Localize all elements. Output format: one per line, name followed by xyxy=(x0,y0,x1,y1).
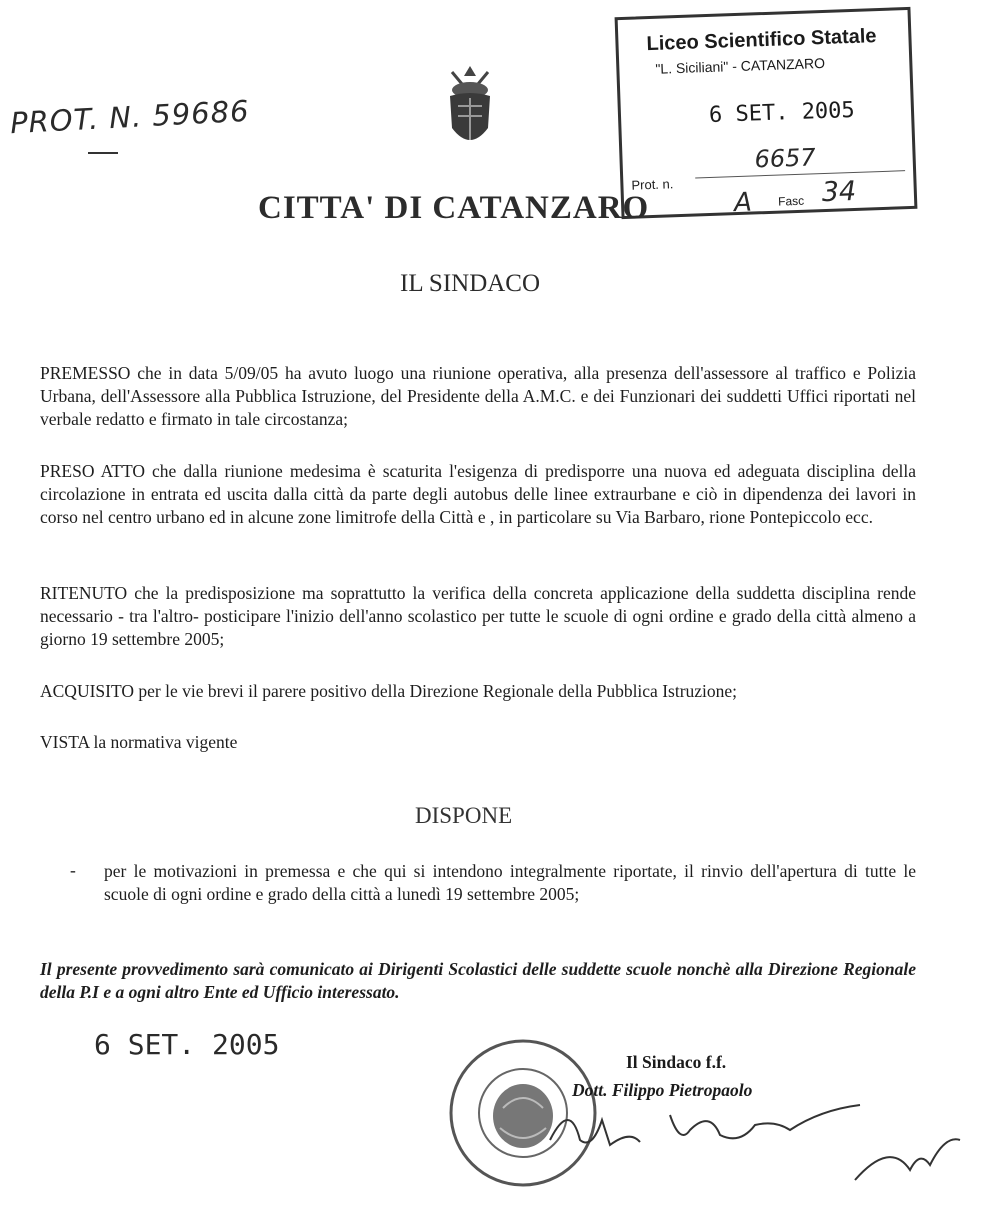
stamp-fasc-label: Fasc xyxy=(777,193,805,209)
dispone-item: per le motivazioni in premessa e che qui si intendono integralmente riportate, il rinvio dell'apertura di tutte le scuole di ogni ordine e grado della città a lunedì 19 settembre 2005; xyxy=(104,861,916,904)
paragraph-vista: VISTA la normativa vigente xyxy=(40,732,238,752)
handwritten-signature xyxy=(540,1090,880,1165)
stamp-class-value: A xyxy=(733,187,753,219)
stamp-fasc-number: 34 xyxy=(821,175,857,209)
stamp-prot-label: Prot. n. xyxy=(631,176,674,193)
handwritten-underline xyxy=(88,152,118,154)
stamp-date: 6 SET. 2005 xyxy=(708,97,856,128)
authority-heading: IL SINDACO xyxy=(400,270,541,297)
initials-signature xyxy=(850,1120,970,1205)
dispone-heading: DISPONE xyxy=(415,803,513,828)
paragraph-preso-atto: PRESO ATTO che dalla riunione medesima è scaturita l'esigenza di predisporre una nuova ed adeguata disciplina della circolazione in entrata ed uscita dalla città da parte degli autobus delle linee extraurbane e ciò in dipendenza dei lavori in corso nel centro urbano ed in alcune zone limitrofe della Città e , in particolare su Via Barbaro, rione Pontepiccolo ecc. xyxy=(40,461,916,527)
closing-note: Il presente provvedimento sarà comunicato ai Dirigenti Scolastici delle suddette scuole nonchè alla Direzione Regionale della P.I e a ogni altro Ente ed Ufficio interessato. xyxy=(40,959,916,1002)
coat-of-arms-emblem xyxy=(440,62,500,159)
paragraph-premesso: PREMESSO che in data 5/09/05 ha avuto luogo una riunione operativa, alla presenza dell'assessore al traffico e Polizia Urbana, dell'Assessore alla Pubblica Istruzione, del Presidente della A.M.C. e dei Funzionari dei suddetti Uffici riportati nel verbale redatto e firmato in tale circostanza; xyxy=(40,363,916,429)
handwritten-protocol-number: PROT. N. 59686 xyxy=(9,93,251,141)
stamp-school-subtitle: "L. Siciliani" - CATANZARO xyxy=(655,54,826,77)
stamp-school-name: Liceo Scientifico Statale xyxy=(646,25,877,56)
paragraph-ritenuto: RITENUTO che la predisposizione ma soprattutto la verifica della concreta applicazione della suddetta disciplina rende necessario - tra l'altro- posticipare l'inizio dell'anno scolastico per tutte le scuole di ogni ordine e grado della città almeno a giorno 19 settembre 2005; xyxy=(40,583,916,649)
signatory-title: Il Sindaco f.f. xyxy=(626,1052,727,1072)
date-stamp: 6 SET. 2005 xyxy=(94,1028,280,1061)
paragraph-acquisito: ACQUISITO per le vie brevi il parere positivo della Direzione Regionale della Pubblica Istruzione; xyxy=(40,681,738,701)
signatory-name: Dott. Filippo Pietropaolo xyxy=(572,1080,753,1100)
receipt-stamp xyxy=(615,7,918,219)
dispone-bullet: - xyxy=(70,860,76,880)
stamp-prot-number: 6657 xyxy=(754,143,817,174)
city-title: CITTA' DI CATANZARO xyxy=(258,190,650,226)
